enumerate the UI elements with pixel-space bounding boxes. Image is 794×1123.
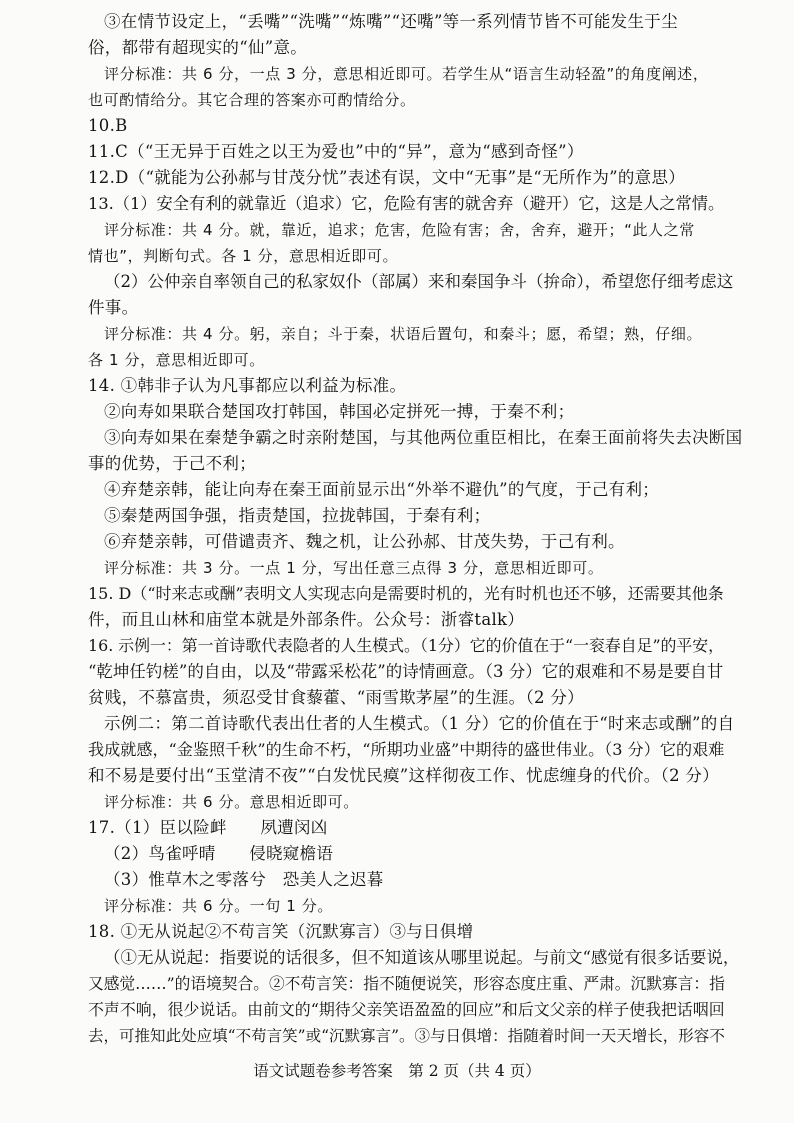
answer-15: 15. D（“时来志或酬”表明文人实现志向是需要时机的，光有时机也还不够，还需要其他条 [88, 584, 724, 603]
text-line: “乾坤任钓槎”的自由，以及“带露采松花”的诗情画意。（3 分）它的艰难和不易是要自甘 [88, 662, 724, 681]
answer-11: 11.C（“王无异于百姓之以王为爱也”中的“异”，意为“感到奇怪”） [88, 142, 584, 161]
answer-10: 10.B [88, 116, 128, 135]
text-line: 俗，都带有超现实的“仙”意。 [88, 38, 308, 57]
scoring-line: 评分标准：共 3 分。一点 1 分，写出任意三点得 3 分，意思相近即可。 [104, 559, 604, 577]
answer-16: 16. 示例一：第一首诗歌代表隐者的人生模式。（1分）它的价值在于“一衮春自足”的平安， [88, 636, 725, 655]
text-line: 又感觉……”的语境契合。②不苟言笑：指不随便说笑，形容态度庄重、严肃。沉默寡言：指 [88, 974, 725, 993]
text-line: （3）惟草木之零落兮 恐美人之迟暮 [104, 870, 384, 889]
text-line: ⑤秦楚两国争强，指责楚国，拉拢韩国，于秦有利； [104, 506, 491, 525]
text-line: 事的优势，于己不利； [88, 454, 256, 473]
scoring-line: 评分标准：共 4 分。躬，亲自；斗于秦，状语后置句，和秦斗；愿，希望；熟，仔细。 [104, 325, 703, 343]
scoring-line: 评分标准：共 4 分。就，靠近，追求；危害，危险有害；舍，舍弃，避开；“此人之常 [104, 221, 695, 239]
scoring-line: 评分标准：共 6 分。一句 1 分。 [104, 897, 333, 915]
text-line: （①无从说起：指要说的话很多，但不知道该从哪里说起。与前文“感觉有很多话要说， [104, 948, 740, 967]
text-line: ②向寿如果联合楚国攻打韩国，韩国必定拼死一搏，于秦不利； [104, 402, 575, 421]
answer-14: 14. ①韩非子认为凡事都应以利益为标准。 [88, 376, 407, 395]
text-line: 我成就感，“金鉴照千秋”的生命不朽，“所期功业盛”中期待的盛世伟业。（3 分）它的艰难 [88, 740, 725, 759]
scoring-line: 也可酌情给分。其它合理的答案亦可酌情给分。 [88, 91, 416, 109]
text-line: 示例二：第二首诗歌代表出仕者的人生模式。（1 分）它的价值在于“时来志或酬”的自 [104, 714, 735, 733]
text-line: ③在情节设定上，“丢嘴”“洗嘴”“炼嘴”“还嘴”等一系列情节皆不可能发生于尘 [104, 12, 678, 31]
page-footer: 语文试题卷参考答案 第 2 页（共 4 页） [253, 1062, 541, 1080]
text-line: ③向寿如果在秦楚争霸之时亲附楚国，与其他两位重臣相比，在秦王面前将失去决断国 [104, 428, 743, 447]
text-line: 贫贱，不慕富贵，须忍受甘食藜藿、“雨雪欺茅屋”的生涯。（2 分） [88, 688, 584, 707]
answer-13: 13.（1）安全有利的就靠近（追求）它，危险有害的就舍弃（避开）它，这是人之常情。 [88, 194, 725, 213]
text-line: 件，而且山林和庙堂本就是外部条件。公众号：浙睿talk） [88, 610, 525, 629]
scoring-line: 各 1 分，意思相近即可。 [88, 351, 265, 369]
answer-17: 17.（1）臣以险衅 夙遭闵凶 [88, 818, 328, 837]
answer-12: 12.D（“就能为公孙郝与甘茂分忧”表述有误，文中“无事”是“无所作为”的意思） [88, 168, 686, 187]
text-line: （2）公仲亲自率领自己的私家奴仆（部属）来和秦国争斗（拚命），希望您仔细考虑这 [104, 272, 734, 291]
text-line: 不声不响，很少说话。由前文的“期待父亲笑语盈盈的回应”和后文父亲的样子使我把话咽回 [88, 1000, 725, 1019]
text-line: （2）鸟雀呼晴 侵晓窥檐语 [104, 844, 334, 863]
text-line: 件事。 [88, 298, 139, 317]
scoring-line: 评分标准：共 6 分，一点 3 分，意思相近即可。若学生从“语言生动轻盈”的角度阐述， [104, 65, 709, 83]
text-line: ④弃楚亲韩，能让向寿在秦王面前显示出“外举不避仇”的气度，于己有利； [104, 480, 660, 499]
scoring-line: 情也”，判断句式。各 1 分，意思相近即可。 [88, 247, 399, 265]
text-line: 和不易是要付出“玉堂清不夜”“白发忧民瘼”这样彻夜工作、忧虑缠身的代价。（2 分） [88, 766, 720, 785]
answer-18: 18. ①无从说起②不苟言笑（沉默寡言）③与日俱增 [88, 922, 474, 941]
text-line: ⑥弃楚亲韩，可借谴责齐、魏之机，让公孙郝、甘茂失势，于己有利。 [104, 532, 625, 551]
scoring-line: 评分标准：共 6 分。意思相近即可。 [104, 793, 359, 811]
text-line: 去，可推知此处应填“不苟言笑”或“沉默寡言”。③与日俱增：指随着时间一天天增长，形容不 [88, 1027, 725, 1045]
